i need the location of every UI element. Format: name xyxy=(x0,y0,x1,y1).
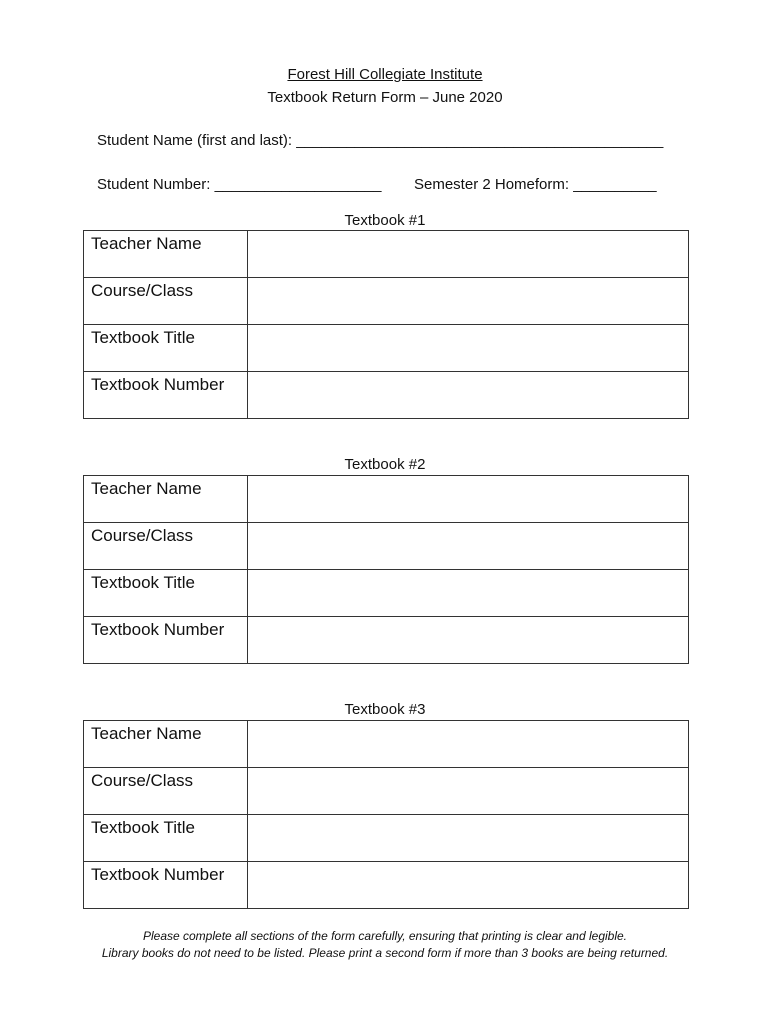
textbook-number-input[interactable] xyxy=(248,617,689,664)
footer-instructions xyxy=(0,928,770,962)
teacher-name-label: Teacher Name xyxy=(84,476,248,523)
textbook-2-title: Textbook #2 xyxy=(344,456,426,473)
table-row xyxy=(84,278,689,325)
textbook-title-input[interactable] xyxy=(248,570,689,617)
table-row xyxy=(84,231,689,278)
student-number-blank[interactable]: ____________________ xyxy=(214,176,382,193)
textbook-title-label: Textbook Title xyxy=(84,325,248,372)
form-title: Textbook Return Form – June 2020 xyxy=(267,89,503,106)
textbook-title-label: Textbook Title xyxy=(84,815,248,862)
textbook-2-table xyxy=(83,475,689,664)
textbook-number-label: Textbook Number xyxy=(84,372,248,419)
student-name-field[interactable] xyxy=(97,132,663,150)
table-row xyxy=(84,815,689,862)
student-name-blank[interactable]: ____________________________________________ xyxy=(296,132,664,149)
textbook-title-input[interactable] xyxy=(248,815,689,862)
teacher-name-input[interactable] xyxy=(248,231,689,278)
teacher-name-label: Teacher Name xyxy=(84,721,248,768)
table-row xyxy=(84,570,689,617)
textbook-number-input[interactable] xyxy=(248,862,689,909)
textbook-title-input[interactable] xyxy=(248,325,689,372)
footer-line-1: Please complete all sections of the form carefully, ensuring that printing is clear and legible. xyxy=(142,929,628,943)
table-row xyxy=(84,372,689,419)
table-row xyxy=(84,862,689,909)
student-name-label: Student Name (first and last): xyxy=(97,132,293,149)
course-class-input[interactable] xyxy=(248,278,689,325)
table-row xyxy=(84,523,689,570)
student-number-field[interactable] xyxy=(97,176,381,194)
textbook-1-title: Textbook #1 xyxy=(344,212,426,229)
course-class-label: Course/Class xyxy=(84,523,248,570)
course-class-label: Course/Class xyxy=(84,278,248,325)
table-row xyxy=(84,721,689,768)
homeform-field[interactable] xyxy=(414,176,657,194)
teacher-name-input[interactable] xyxy=(248,721,689,768)
table-row xyxy=(84,325,689,372)
course-class-input[interactable] xyxy=(248,523,689,570)
school-name: Forest Hill Collegiate Institute xyxy=(287,66,483,83)
teacher-name-input[interactable] xyxy=(248,476,689,523)
textbook-3-table xyxy=(83,720,689,909)
footer-line-2: Library books do not need to be listed. Please print a second form if more than 3 books are being returned. xyxy=(101,946,669,960)
textbook-number-label: Textbook Number xyxy=(84,617,248,664)
table-row xyxy=(84,617,689,664)
teacher-name-label: Teacher Name xyxy=(84,231,248,278)
table-row xyxy=(84,476,689,523)
student-number-label: Student Number: xyxy=(97,176,211,193)
textbook-3-title: Textbook #3 xyxy=(344,701,426,718)
course-class-label: Course/Class xyxy=(84,768,248,815)
textbook-1-table xyxy=(83,230,689,419)
textbook-title-label: Textbook Title xyxy=(84,570,248,617)
table-row xyxy=(84,768,689,815)
textbook-number-input[interactable] xyxy=(248,372,689,419)
homeform-blank[interactable]: __________ xyxy=(573,176,657,193)
homeform-label: Semester 2 Homeform: xyxy=(414,176,570,193)
course-class-input[interactable] xyxy=(248,768,689,815)
textbook-number-label: Textbook Number xyxy=(84,862,248,909)
